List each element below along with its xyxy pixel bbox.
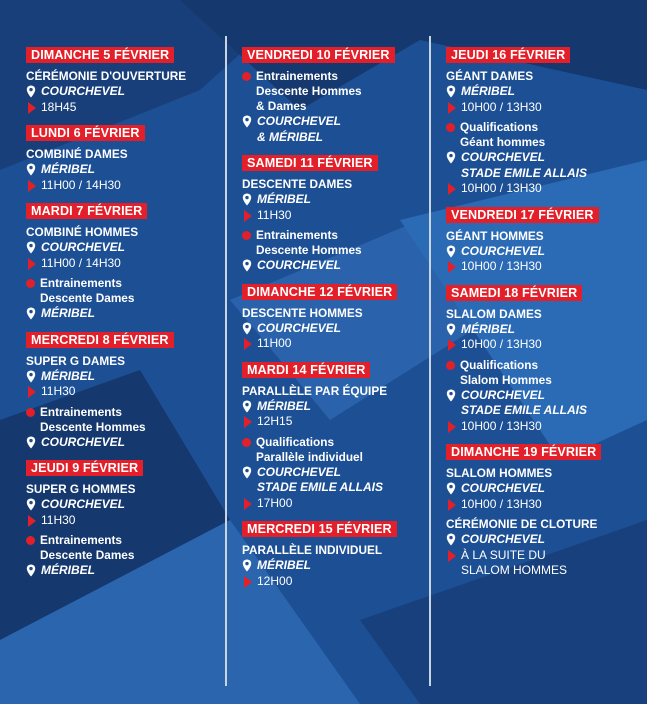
time-text: 10H00 / 13H30 (461, 259, 542, 273)
event-title (242, 99, 397, 114)
date-badge: DIMANCHE 5 FÉVRIER (26, 47, 174, 63)
day-block (26, 331, 186, 451)
day-block (26, 459, 186, 579)
time-text: 18H45 (41, 99, 77, 114)
location-pin-icon (242, 193, 252, 206)
column-divider-1 (225, 36, 227, 686)
event-title (446, 517, 601, 532)
event-time (446, 337, 601, 353)
event-title-text: Parallèle individuel (256, 449, 363, 464)
event-location (446, 532, 601, 548)
event-title-text: Slalom Hommes (460, 372, 552, 387)
event (446, 307, 601, 353)
event-title-text: Descente Dames (40, 291, 135, 305)
location-pin-icon (446, 151, 456, 164)
event-time (242, 336, 397, 352)
location-text: COURCHEVEL (257, 320, 342, 335)
time-text: 11H30 (257, 207, 292, 222)
event-title (242, 450, 397, 465)
location-pin-icon (26, 241, 36, 254)
event-title (26, 533, 186, 548)
time-text: 10H00 / 13H30 (461, 418, 542, 433)
play-triangle-icon (244, 576, 252, 588)
event-title-text: COMBINÉ DAMES (26, 147, 128, 161)
event (26, 69, 186, 115)
event-title-text: Géant hommes (460, 135, 546, 149)
date-badge: JEUDI 9 FÉVRIER (26, 460, 143, 476)
event-location (446, 84, 601, 100)
date-badge: DIMANCHE 19 FÉVRIER (446, 444, 601, 460)
event-title (242, 306, 397, 321)
day-block (446, 46, 601, 197)
event-time (446, 181, 601, 197)
date-badge: SAMEDI 18 FÉVRIER (446, 285, 582, 301)
event-title (242, 243, 397, 258)
time-text: 17H00 (257, 495, 293, 510)
day-block (26, 46, 186, 115)
event (242, 228, 397, 274)
location-text: MÉRIBEL (257, 398, 311, 413)
event-title (242, 384, 397, 399)
event-title-text: & Dames (256, 99, 307, 113)
event-title (446, 120, 601, 135)
event-title-text: Entrainements (40, 276, 122, 290)
location-text: MÉRIBEL (41, 368, 95, 383)
event-title-text: Entrainements (256, 69, 338, 83)
date-badge: MERCREDI 8 FÉVRIER (26, 332, 174, 348)
play-triangle-icon (28, 180, 36, 192)
event-time (242, 414, 397, 430)
time-text: À LA SUITE DU (461, 547, 546, 562)
red-dot-icon (446, 123, 455, 132)
location-text: STADE EMILE ALLAIS (257, 480, 383, 494)
location-text: COURCHEVEL (461, 532, 546, 546)
event (242, 543, 397, 589)
event-title (446, 466, 601, 481)
location-pin-icon (26, 163, 36, 176)
event (446, 120, 601, 197)
play-triangle-icon (448, 421, 456, 433)
event-title-text: SLALOM DAMES (446, 306, 542, 321)
event-title-text: Entrainements (256, 228, 338, 242)
red-dot-icon (26, 536, 35, 545)
event-time (446, 419, 601, 435)
date-badge: DIMANCHE 12 FÉVRIER (242, 284, 397, 300)
time-text: 11H00 / 14H30 (41, 177, 121, 192)
event-title-text: SLALOM HOMMES (446, 466, 553, 480)
time-text: 10H00 / 13H30 (461, 181, 542, 195)
event-title (26, 147, 186, 162)
red-dot-icon (446, 361, 455, 370)
event-title-text: Qualifications (460, 120, 539, 134)
event-title (242, 69, 397, 84)
event-time (26, 256, 186, 272)
day-block (242, 361, 397, 512)
event-location (242, 399, 397, 415)
location-text: MÉRIBEL (257, 558, 311, 572)
event-location (26, 84, 186, 100)
event-location (446, 166, 601, 182)
event-title-text: Entrainements (40, 533, 122, 547)
date-badge: JEUDI 16 FÉVRIER (446, 47, 570, 63)
event-title-text: DESCENTE HOMMES (242, 305, 363, 320)
event (26, 225, 186, 271)
location-text: MÉRIBEL (257, 192, 311, 206)
location-text: COURCHEVEL (41, 434, 126, 449)
event-time (446, 563, 601, 579)
time-text: 11H30 (41, 384, 76, 398)
location-pin-icon (26, 307, 36, 320)
event-title (242, 543, 397, 558)
play-triangle-icon (448, 339, 456, 351)
red-dot-icon (242, 72, 251, 81)
location-pin-icon (446, 245, 456, 258)
time-text: 11H00 / 14H30 (41, 255, 121, 270)
event-location (242, 465, 397, 481)
event-location (446, 388, 601, 404)
event-title-text: Descente Hommes (256, 84, 362, 98)
event-title (26, 291, 186, 306)
date-badge: VENDREDI 10 FÉVRIER (242, 47, 395, 63)
play-triangle-icon (244, 338, 252, 350)
location-text: COURCHEVEL (257, 114, 342, 128)
day-block (242, 46, 397, 145)
event-title (242, 177, 397, 192)
event-location (26, 497, 186, 513)
date-badge: LUNDI 6 FÉVRIER (26, 125, 145, 141)
location-text: COURCHEVEL (461, 481, 546, 495)
location-text: MÉRIBEL (41, 162, 95, 176)
time-text: 10H00 / 13H30 (461, 496, 542, 511)
date-badge: VENDREDI 17 FÉVRIER (446, 207, 599, 223)
event (446, 466, 601, 512)
day-block (26, 124, 186, 193)
day-block (242, 283, 397, 352)
location-text: COURCHEVEL (41, 497, 126, 511)
event-title (26, 69, 186, 84)
event-location (26, 435, 186, 451)
event-title (242, 84, 397, 99)
event-title (446, 229, 601, 244)
event-title-text: Entrainements (40, 404, 122, 419)
event (242, 435, 397, 512)
red-dot-icon (26, 408, 35, 417)
event-time (242, 496, 397, 512)
event (26, 405, 186, 451)
event-title (446, 307, 601, 322)
location-pin-icon (242, 559, 252, 572)
event-location (242, 321, 397, 337)
location-pin-icon (446, 482, 456, 495)
event-time (26, 100, 186, 116)
play-triangle-icon (448, 183, 456, 195)
day-block (446, 443, 601, 579)
event-title-text: DESCENTE DAMES (242, 177, 353, 191)
location-text: & MÉRIBEL (257, 129, 323, 144)
play-triangle-icon (28, 386, 36, 398)
time-text: SLALOM HOMMES (461, 563, 568, 577)
location-text: MÉRIBEL (41, 563, 95, 577)
event-title (446, 69, 601, 84)
event-title-text: COMBINÉ HOMMES (26, 225, 139, 239)
event-location (26, 162, 186, 178)
event-location (242, 192, 397, 208)
play-triangle-icon (244, 498, 252, 510)
red-dot-icon (242, 438, 251, 447)
time-text: 12H15 (257, 414, 293, 428)
event (26, 147, 186, 193)
event-location (446, 481, 601, 497)
event-title-text: PARALLÈLE INDIVIDUEL (242, 543, 383, 557)
location-pin-icon (26, 564, 36, 577)
play-triangle-icon (244, 416, 252, 428)
time-text: 12H00 (257, 573, 293, 588)
play-triangle-icon (448, 102, 456, 114)
event-location (26, 369, 186, 385)
event-title (242, 228, 397, 243)
event (26, 354, 186, 400)
location-text: COURCHEVEL (257, 464, 342, 479)
location-text: COURCHEVEL (41, 240, 126, 254)
location-pin-icon (242, 400, 252, 413)
event-title (26, 482, 186, 497)
event (26, 533, 186, 579)
location-pin-icon (26, 498, 36, 511)
event-title-text: GÉANT DAMES (446, 69, 534, 83)
event (242, 69, 397, 145)
event-title (26, 276, 186, 291)
date-badge: MARDI 14 FÉVRIER (242, 362, 370, 378)
red-dot-icon (26, 279, 35, 288)
column-divider-2 (429, 36, 431, 686)
event (242, 384, 397, 430)
location-pin-icon (446, 533, 456, 546)
time-text: 10H00 / 13H30 (461, 99, 542, 114)
event-time (242, 208, 397, 224)
event-location (242, 130, 397, 146)
event-location (26, 240, 186, 256)
event-title-text: CÉRÉMONIE D'OUVERTURE (26, 69, 187, 83)
event-title-text: SUPER G DAMES (26, 353, 125, 368)
location-text: COURCHEVEL (461, 243, 546, 258)
event-location (242, 480, 397, 496)
location-text: STADE EMILE ALLAIS (461, 403, 587, 417)
event (446, 229, 601, 275)
location-pin-icon (242, 259, 252, 272)
event-time (446, 497, 601, 513)
event-location (242, 558, 397, 574)
event-title-text: Descente Dames (40, 548, 135, 562)
event (26, 276, 186, 322)
event-title-text: Descente Hommes (40, 419, 146, 434)
event (446, 69, 601, 115)
play-triangle-icon (448, 499, 456, 511)
location-text: COURCHEVEL (41, 84, 126, 98)
location-pin-icon (26, 436, 36, 449)
play-triangle-icon (448, 261, 456, 273)
event-title-text: CÉRÉMONIE DE CLOTURE (446, 517, 598, 531)
event-time (26, 513, 186, 529)
date-badge: SAMEDI 11 FÉVRIER (242, 155, 378, 171)
date-badge: MARDI 7 FÉVRIER (26, 203, 147, 219)
day-block (242, 154, 397, 274)
day-block (26, 202, 186, 322)
day-block (446, 206, 601, 275)
event-title-text: Descente Hommes (256, 243, 362, 257)
day-block (242, 520, 397, 589)
schedule-column-3 (446, 46, 601, 588)
event (446, 517, 601, 579)
location-text: COURCHEVEL (461, 150, 546, 164)
event-location (446, 150, 601, 166)
location-pin-icon (242, 115, 252, 128)
location-pin-icon (242, 466, 252, 479)
play-triangle-icon (244, 210, 252, 222)
event (242, 177, 397, 223)
event-time (242, 574, 397, 590)
event-time (446, 548, 601, 564)
event (242, 306, 397, 352)
location-pin-icon (446, 323, 456, 336)
event-time (446, 259, 601, 275)
event-title (446, 358, 601, 373)
event-title-text: SUPER G HOMMES (26, 482, 136, 496)
location-pin-icon (446, 389, 456, 402)
location-text: MÉRIBEL (461, 321, 515, 336)
time-text: 11H00 (257, 336, 292, 350)
schedule-column-1 (26, 46, 186, 588)
event-location (446, 403, 601, 419)
event (446, 358, 601, 435)
event-title (26, 405, 186, 420)
event-time (26, 178, 186, 194)
event-title-text: GÉANT HOMMES (446, 228, 544, 243)
event-title (446, 135, 601, 150)
schedule-column-2 (242, 46, 397, 598)
event-time (26, 384, 186, 400)
event-time (446, 100, 601, 116)
event-title (26, 548, 186, 563)
location-text: COURCHEVEL (257, 258, 342, 272)
event-location (26, 563, 186, 579)
event-title (242, 435, 397, 450)
event-title (26, 420, 186, 435)
event-location (446, 322, 601, 338)
location-text: MÉRIBEL (41, 306, 95, 320)
location-pin-icon (446, 85, 456, 98)
event-title-text: Qualifications (460, 357, 539, 372)
event-title-text: Qualifications (256, 434, 335, 449)
red-dot-icon (242, 231, 251, 240)
time-text: 10H00 / 13H30 (461, 337, 542, 351)
location-text: STADE EMILE ALLAIS (461, 165, 587, 180)
play-triangle-icon (28, 515, 36, 527)
event (26, 482, 186, 528)
location-pin-icon (242, 322, 252, 335)
play-triangle-icon (28, 102, 36, 114)
event-title (26, 225, 186, 240)
location-pin-icon (26, 370, 36, 383)
event-title (446, 373, 601, 388)
play-triangle-icon (448, 550, 456, 562)
event-location (446, 244, 601, 260)
location-text: COURCHEVEL (461, 387, 546, 402)
location-pin-icon (26, 85, 36, 98)
event-title-text: PARALLÈLE PAR ÉQUIPE (242, 383, 388, 398)
event-location (242, 258, 397, 274)
location-text: MÉRIBEL (461, 84, 515, 98)
play-triangle-icon (28, 258, 36, 270)
event-location (242, 114, 397, 130)
event-location (26, 306, 186, 322)
time-text: 11H30 (41, 512, 76, 527)
event-title (26, 354, 186, 369)
day-block (446, 284, 601, 435)
date-badge: MERCREDI 15 FÉVRIER (242, 521, 397, 537)
